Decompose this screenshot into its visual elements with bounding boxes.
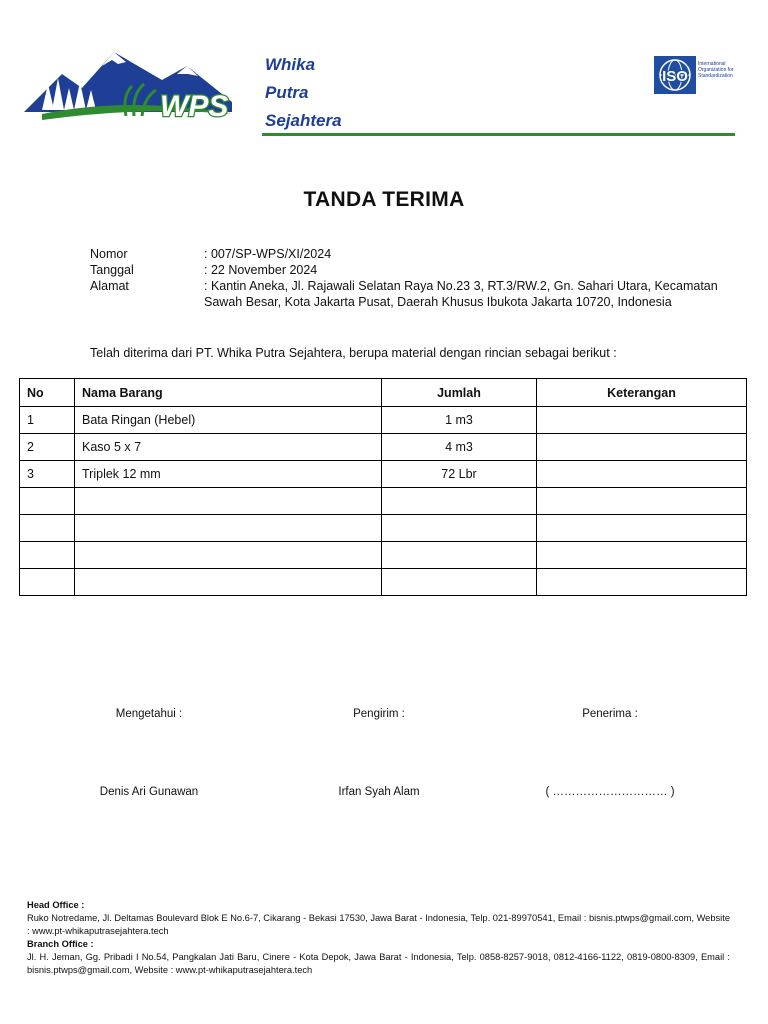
logo-text: WPS: [160, 90, 229, 123]
cell-note: [537, 542, 747, 569]
header-name: Nama Barang: [75, 379, 382, 407]
info-label: Tanggal: [90, 263, 134, 277]
cell-qty: [382, 542, 537, 569]
cell-no: [20, 488, 75, 515]
signature-name-penerima: ( ………………………… ): [545, 786, 675, 798]
header-note: Keterangan: [537, 379, 747, 407]
footer-head-address: Ruko Notredame, Jl. Deltamas Boulevard Blok E No.6-7, Cikarang - Bekasi 17530, Jawa Barat - Indonesia, Telp. 021-89970541, Email : bisnis.ptwps@gmail.com, Website : www.pt-whikaputrasejahtera.tech: [27, 913, 730, 936]
document-title: TANDA TERIMA: [303, 188, 465, 211]
cell-no: 2: [20, 434, 75, 461]
cell-no: [20, 515, 75, 542]
signature-role-mengetahui: Mengetahui :: [115, 708, 183, 720]
header-qty: Jumlah: [382, 379, 537, 407]
footer: [27, 899, 730, 977]
iso-badge: [654, 56, 696, 94]
iso-mark-text: ISO: [662, 68, 688, 85]
cell-name: [75, 488, 382, 515]
header-divider: [262, 133, 735, 136]
signature-name-mengetahui: Denis Ari Gunawan: [99, 786, 199, 798]
cell-qty: [382, 515, 537, 542]
cell-qty: [382, 488, 537, 515]
cell-qty: 1 m3: [382, 407, 537, 434]
table-row: [20, 461, 747, 488]
cell-name: [75, 515, 382, 542]
cell-qty: 4 m3: [382, 434, 537, 461]
info-label: Nomor: [90, 247, 128, 261]
company-name-line2: Putra: [265, 83, 309, 102]
company-logo: [22, 44, 248, 124]
company-name-line3: Sejahtera: [265, 111, 342, 130]
cell-name: [75, 542, 382, 569]
signature-role-pengirim: Pengirim :: [353, 708, 405, 720]
cell-qty: 72 Lbr: [382, 461, 537, 488]
footer-branch-address: Jl. H. Jeman, Gg. Pribadi I No.54, Pangkalan Jati Baru, Cinere - Kota Depok, Jawa Barat - Indonesia, Telp. 0858-8257-9018, 0812-4166-1122, 0819-0800-8309, Email : bisnis.ptwps@gmail.com, Website : www.pt-whikaputrasejahtera.tech: [27, 952, 730, 975]
iso-logo: [654, 56, 752, 96]
cell-note: [537, 434, 747, 461]
table-row: [20, 488, 747, 515]
cell-qty: [382, 569, 537, 596]
table-row: [20, 434, 747, 461]
table-row: [20, 569, 747, 596]
table-row: [20, 515, 747, 542]
info-value: : 22 November 2024: [204, 263, 318, 277]
cell-no: [20, 542, 75, 569]
signature-role-penerima: Penerima :: [582, 708, 638, 720]
cell-name: Triplek 12 mm: [75, 461, 382, 488]
footer-head-label: Head Office :: [27, 900, 85, 910]
cell-note: [537, 569, 747, 596]
signature-name-pengirim: Irfan Syah Alam: [338, 786, 420, 798]
iso-caption: International Organization for Standardization: [698, 61, 734, 79]
info-value: : 007/SP-WPS/XI/2024: [204, 247, 332, 261]
intro-text: Telah diterima dari PT. Whika Putra Sejahtera, berupa material dengan rincian sebagai berikut :: [90, 346, 617, 360]
cell-note: [537, 515, 747, 542]
footer-branch-label: Branch Office :: [27, 939, 94, 949]
company-name: [265, 51, 342, 135]
cell-name: [75, 569, 382, 596]
cell-note: [537, 488, 747, 515]
cell-note: [537, 461, 747, 488]
cell-note: [537, 407, 747, 434]
header-no: No: [20, 379, 75, 407]
info-label: Alamat: [90, 279, 129, 293]
cell-name: Kaso 5 x 7: [75, 434, 382, 461]
table-header-row: [20, 379, 747, 407]
company-name-line1: Whika: [265, 55, 316, 74]
cell-name: Bata Ringan (Hebel): [75, 407, 382, 434]
cell-no: 1: [20, 407, 75, 434]
cell-no: [20, 569, 75, 596]
info-value: : Kantin Aneka, Jl. Rajawali Selatan Raya No.23 3, RT.3/RW.2, Gn. Sahari Utara, Kecamatan Sawah Besar, Kota Jakarta Pusat, Daerah Khusus Ibukota Jakarta 10720, Indonesia: [204, 279, 718, 309]
items-table: [19, 378, 747, 596]
table-row: [20, 542, 747, 569]
cell-no: 3: [20, 461, 75, 488]
table-row: [20, 407, 747, 434]
